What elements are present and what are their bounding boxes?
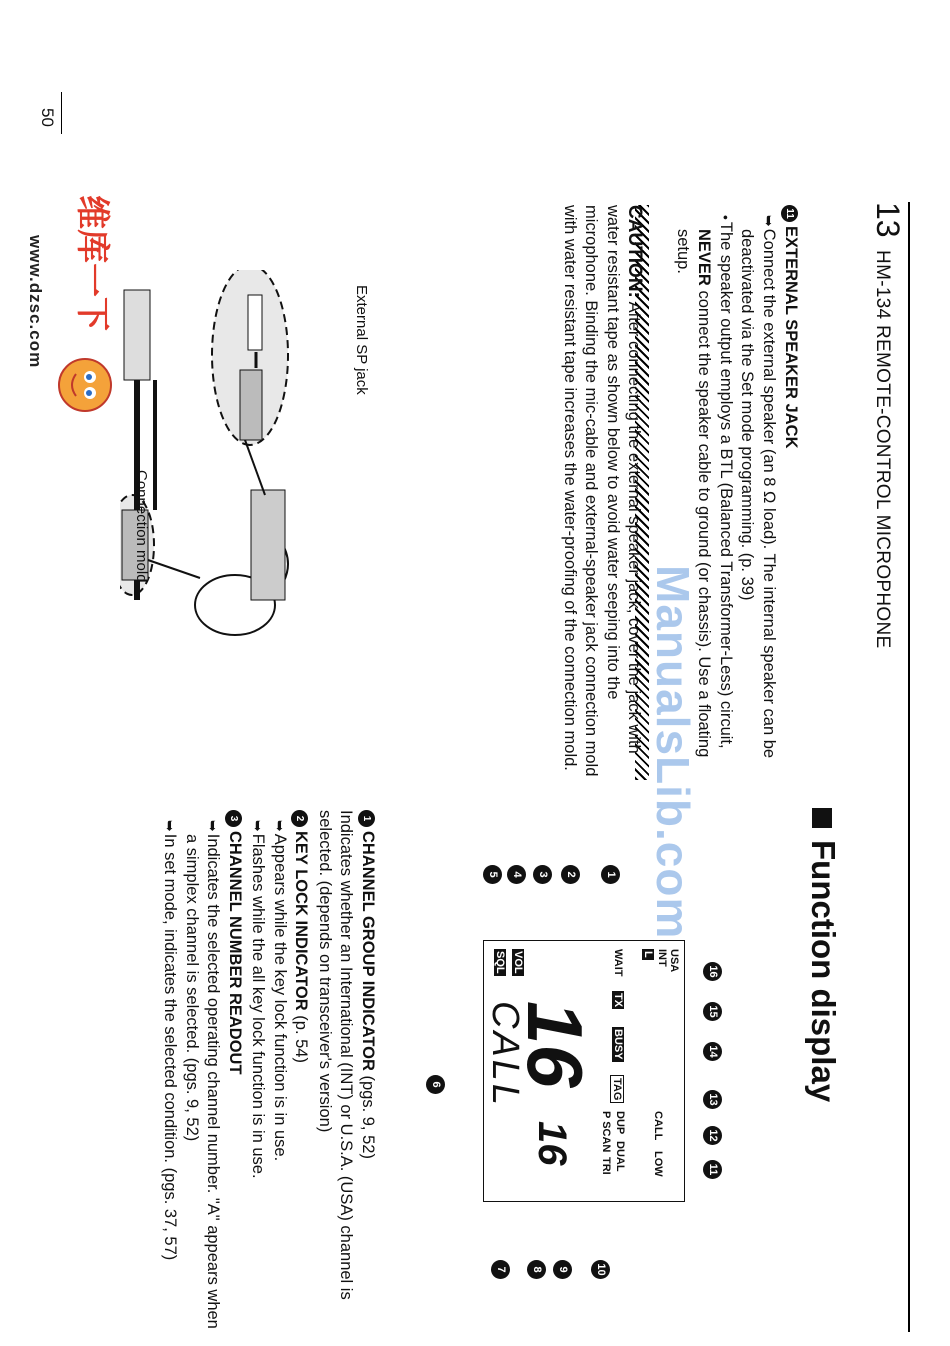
item-ref: (pgs. 9, 52) (359, 1070, 377, 1159)
callout-7: 7 (491, 1260, 510, 1279)
callout-12: 12 (703, 1126, 722, 1145)
callout-9: 9 (553, 1260, 572, 1279)
speaker-bullet-2a: The speaker output employs a BTL (Balanced Transformer-Less) circuit, (717, 221, 735, 749)
callout-13: 13 (703, 1090, 722, 1109)
speaker-bullet-2-never: NEVER (695, 229, 714, 286)
item-number-badge: 3 (225, 810, 242, 827)
lcd-usa: USA (668, 949, 680, 973)
dzsc-logo-url: www.dzsc.com (26, 235, 45, 369)
callout-3: 3 (533, 865, 552, 884)
mascot-icon (50, 350, 120, 420)
callout-6: 6 (426, 1075, 445, 1094)
item-sub: Indicates the selected operating channel number. "A" appears when a simplex channel is selected. (pgs. 9, 52) (183, 833, 223, 1329)
item-key-lock (247, 810, 312, 1330)
item-number-badge: 11 (781, 205, 798, 222)
callout-10: 10 (591, 1260, 610, 1279)
function-display-square-icon (812, 808, 832, 828)
callout-16: 16 (703, 962, 722, 981)
callout-11: 11 (703, 1160, 722, 1179)
taped-cable-icon (251, 490, 285, 600)
lcd-tri: TRI (600, 1157, 612, 1175)
speaker-bullet-2b: connect the speaker cable to ground (or chassis). Use a floating setup. (674, 229, 714, 758)
section-title: HM-134 REMOTE-CONTROL MICROPHONE (872, 250, 893, 649)
function-display-title: Function display (805, 840, 842, 1103)
bullet-icon: • (718, 215, 734, 220)
arrow-icon: ➥ (250, 820, 267, 832)
lcd-busy: BUSY (612, 1029, 624, 1060)
callout-15: 15 (703, 1002, 722, 1021)
fig-label-connection-mold: Connection mold (133, 470, 150, 583)
callout-5: 5 (483, 865, 502, 884)
plug-icon (248, 295, 262, 350)
fig-label-sp-jack: External SP jack (353, 285, 370, 395)
callout-8: 8 (527, 1260, 546, 1279)
speaker-bullet-1: Connect the external speaker (an 8 Ω load). The internal speaker can be deactivated via the Set mode programming. (p. 39) (738, 228, 778, 759)
jack-socket-icon (240, 370, 262, 440)
lcd-lock: L (642, 951, 654, 958)
item-heading: KEY LOCK INDICATOR (292, 831, 311, 1011)
callout-1: 1 (601, 865, 620, 884)
external-speaker-heading-text: EXTERNAL SPEAKER JACK (782, 226, 800, 449)
pointer-arrow-icon (245, 440, 265, 495)
item-heading: CHANNEL NUMBER READOUT (226, 831, 244, 1075)
lcd-wait: WAIT (612, 949, 624, 977)
item-number-badge: 2 (292, 810, 309, 827)
page-number-rule (61, 92, 62, 134)
callout-14: 14 (703, 1042, 722, 1061)
function-items (159, 810, 378, 1330)
lcd-panel (483, 940, 685, 1202)
section-header (869, 202, 906, 648)
lcd-vol: VOL (512, 951, 524, 974)
caution-label: CAUTION: (624, 205, 646, 298)
header-rule (908, 202, 910, 1332)
lcd-int: INT (656, 949, 668, 967)
connector-icon (124, 290, 150, 380)
arrow-icon: ➥ (272, 820, 288, 832)
item-ref: (p. 54) (292, 1010, 311, 1063)
arrow-icon: ➥ (205, 820, 222, 832)
mold-arrow-icon (148, 560, 200, 578)
lcd-tag: TAG (610, 1075, 624, 1103)
external-speaker-heading (781, 205, 800, 780)
section-number: 13 (870, 202, 906, 238)
manualslib-watermark: ManualsLib.com (647, 565, 699, 940)
lcd-sql: SQL (494, 951, 506, 974)
lcd-small-digits: 16 (530, 1121, 574, 1166)
lcd-channel-digits: 16 (511, 1001, 599, 1088)
item-text: Indicates whether an International (INT) or U.S.A. (USA) channel is selected. (depends on transceiver's version) (316, 810, 356, 1300)
dzsc-logo-text: 维库一下 (73, 195, 111, 331)
item-channel-group (314, 810, 379, 1330)
item-channel-number (159, 810, 245, 1330)
callout-2: 2 (561, 865, 580, 884)
lcd-dup: DUP (614, 1111, 626, 1135)
lcd-low: LOW (652, 1151, 664, 1177)
lcd-dual: DUAL (614, 1141, 626, 1172)
callout-4: 4 (507, 865, 526, 884)
lcd-tx: TX (612, 993, 624, 1008)
lcd-pscan: P SCAN (600, 1111, 612, 1153)
item-sub: In set mode, indicates the selected condition. (pgs. 37, 57) (161, 833, 180, 1261)
item-sub: Appears while the key lock function is in use. (271, 833, 289, 1162)
lcd-call-text: CALL (484, 1001, 526, 1109)
item-heading: CHANNEL GROUP INDICATOR (359, 831, 377, 1071)
speaker-jack-illustration (120, 270, 380, 690)
arrow-icon: ➥ (761, 215, 777, 227)
caution-text: After connecting the external speaker jack, cover the jack with water resistant tape as shown below to avoid water seeping into the microphone. Binding the mic-cable and external-speaker jack connection mold with water resistant tape increases the water-proofing of the connection mold. (561, 205, 644, 777)
page-number: 50 (38, 108, 57, 127)
lcd-call: CALL (652, 1111, 664, 1141)
arrow-icon: ➥ (162, 820, 179, 832)
item-number-badge: 1 (358, 810, 375, 827)
item-sub: Flashes while the all key lock function is in use. (249, 833, 268, 1179)
